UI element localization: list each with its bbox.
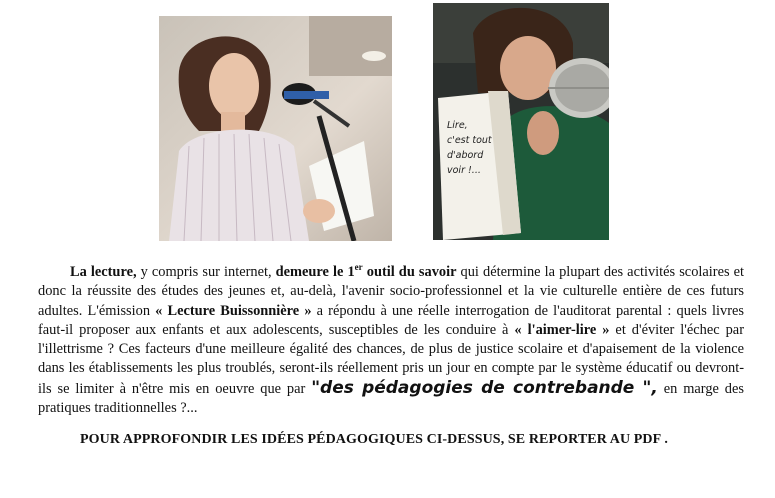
photo-caption	[447, 118, 517, 178]
text-run: demeure le 1	[275, 264, 355, 280]
footer-note: POUR APPROFONDIR LES IDÉES PÉDAGOGIQUES CI-DESSUS, SE REPORTER AU PDF .	[80, 432, 668, 447]
caption-line: c'est tout	[447, 135, 492, 146]
quoted-phrase: "des pédagogies de contrebande ",	[311, 377, 658, 398]
text-run: outil du savoir	[362, 264, 457, 280]
text-run: en marge des pratiques traditionnelles ?...	[38, 380, 744, 417]
emphasis-text: « l'aimer-lire »	[514, 321, 610, 338]
emphasis-text	[276, 264, 457, 280]
caption-line: d'abord	[447, 150, 484, 161]
article-paragraph	[38, 263, 744, 418]
text-run: qui détermine la plupart des activités scolaires et donc la réussite des études des jeunes et, au-delà, l'avenir socio-professionnel et la vie culturelle entière de ces futurs adultes. L'émission	[38, 264, 745, 319]
lead-phrase: La lecture,	[70, 264, 137, 280]
caption-line: voir !...	[447, 165, 481, 176]
photo-girl-reading-at-microphone	[159, 16, 392, 241]
superscript: er	[354, 262, 363, 273]
caption-line: Lire,	[447, 120, 468, 131]
text-run: a répondu à une réelle interrogation de l'auditorat parental : quels livres faut-il proposer aux enfants et aux adolescents, susceptibles de les conduire à	[38, 302, 745, 338]
text-run: y compris sur internet,	[136, 264, 276, 280]
text-run: et d'éviter l'échec par l'illettrisme ? Ces facteurs d'une meilleure égalité des chances, de plus de justice scolaire et d'apaisement de la violence dans les établissements les plus troublés, seront-ils réellement pris un jour en compte par le système éducatif ou devront-ils se limiter à n'être mis en oeuvre que par	[38, 321, 744, 397]
show-title: « Lecture Buissonnière »	[155, 302, 312, 319]
